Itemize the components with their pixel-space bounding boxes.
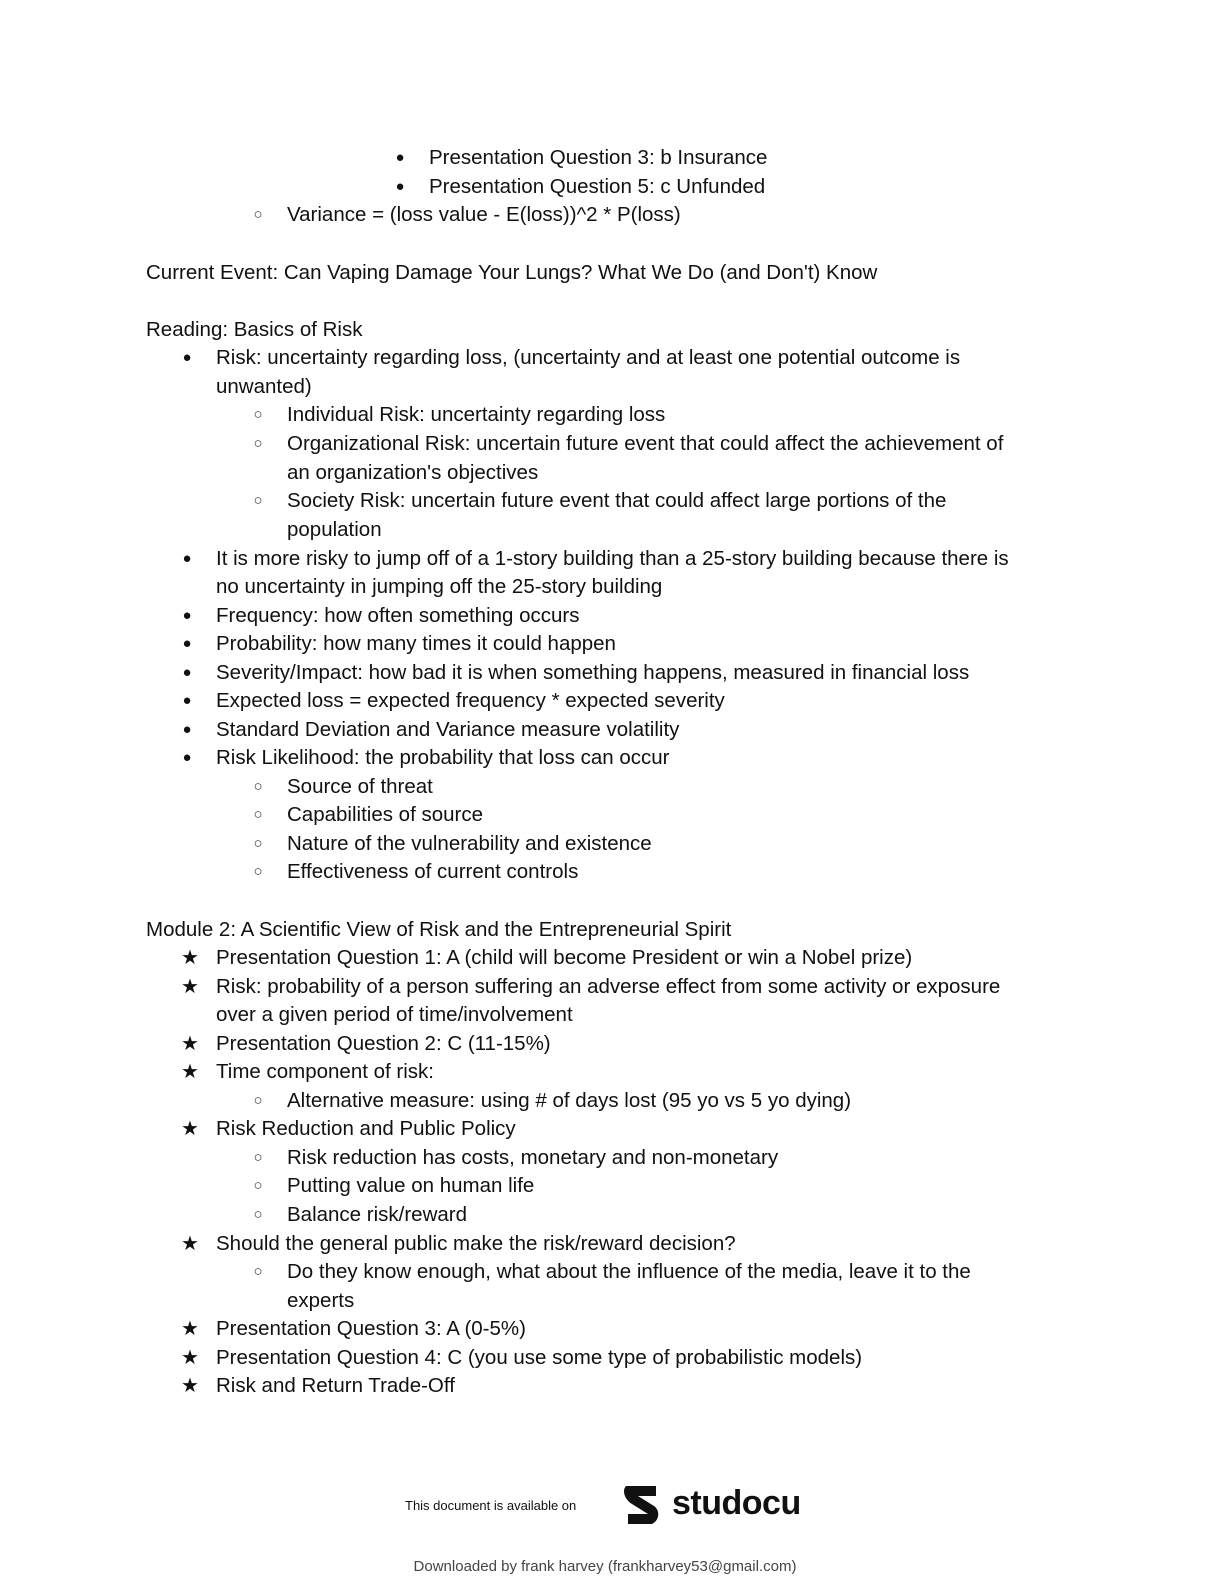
list-item: Risk Reduction and Public Policy (216, 1117, 516, 1140)
list-item: Alternative measure: using # of days lost (95 yo vs 5 yo dying) (287, 1089, 852, 1112)
list-item: Presentation Question 1: A (child will become President or win a Nobel prize) (216, 946, 913, 969)
list-item: Time component of risk: (216, 1060, 434, 1083)
bullet-icon: ● (182, 607, 192, 624)
bullet-icon: ● (182, 349, 192, 366)
list-item: Balance risk/reward (287, 1203, 468, 1226)
list-item: Putting value on human life (287, 1174, 535, 1197)
bullet-icon: ● (182, 635, 192, 652)
list-item-continuation: experts (287, 1289, 355, 1312)
list-item: Variance = (loss value - E(loss))^2 * P(loss) (287, 203, 681, 226)
hollow-bullet-icon: ○ (253, 778, 263, 795)
list-item: Standard Deviation and Variance measure volatility (216, 718, 680, 741)
list-item: Presentation Question 4: C (you use some type of probabilistic models) (216, 1346, 863, 1369)
list-item: Presentation Question 2: C (11-15%) (216, 1032, 551, 1055)
star-icon: ★ (181, 1233, 199, 1255)
hollow-bullet-icon: ○ (253, 863, 263, 880)
list-item: Risk: uncertainty regarding loss, (uncertainty and at least one potential outcome is (216, 346, 961, 369)
list-item: Individual Risk: uncertainty regarding loss (287, 403, 666, 426)
list-item: Severity/Impact: how bad it is when something happens, measured in financial loss (216, 661, 970, 684)
list-item: Risk reduction has costs, monetary and non-monetary (287, 1146, 779, 1169)
list-item: Expected loss = expected frequency * expected severity (216, 689, 725, 712)
bullet-icon: ● (182, 692, 192, 709)
hollow-bullet-icon: ○ (253, 435, 263, 452)
studocu-brand: studocu (672, 1484, 801, 1522)
star-icon: ★ (181, 1118, 199, 1140)
list-item: Capabilities of source (287, 803, 483, 826)
list-item: Risk Likelihood: the probability that loss can occur (216, 746, 670, 769)
star-icon: ★ (181, 1033, 199, 1055)
list-item-continuation: over a given period of time/involvement (216, 1003, 573, 1026)
hollow-bullet-icon: ○ (253, 1263, 263, 1280)
list-item: Do they know enough, what about the influence of the media, leave it to the (287, 1260, 971, 1283)
star-icon: ★ (181, 947, 199, 969)
bullet-icon: ● (182, 550, 192, 567)
hollow-bullet-icon: ○ (253, 1092, 263, 1109)
star-icon: ★ (181, 1318, 199, 1340)
hollow-bullet-icon: ○ (253, 1177, 263, 1194)
list-item: Source of threat (287, 775, 433, 798)
hollow-bullet-icon: ○ (253, 1149, 263, 1166)
footer-available-text: This document is available on (405, 1498, 577, 1513)
hollow-bullet-icon: ○ (253, 835, 263, 852)
list-item-continuation: no uncertainty in jumping off the 25-story building (216, 575, 663, 598)
list-item: Probability: how many times it could happen (216, 632, 616, 655)
bullet-icon: ● (395, 149, 405, 166)
list-item: Frequency: how often something occurs (216, 604, 580, 627)
hollow-bullet-icon: ○ (253, 206, 263, 223)
bullet-icon: ● (182, 749, 192, 766)
hollow-bullet-icon: ○ (253, 806, 263, 823)
list-item-continuation: an organization's objectives (287, 461, 539, 484)
star-icon: ★ (181, 1375, 199, 1397)
hollow-bullet-icon: ○ (253, 492, 263, 509)
star-icon: ★ (181, 1347, 199, 1369)
hollow-bullet-icon: ○ (253, 406, 263, 423)
hollow-bullet-icon: ○ (253, 1206, 263, 1223)
list-item: Presentation Question 3: A (0-5%) (216, 1317, 526, 1340)
list-item: Risk and Return Trade-Off (216, 1374, 455, 1397)
bullet-icon: ● (395, 178, 405, 195)
list-item: It is more risky to jump off of a 1-story building than a 25-story building because there is (216, 547, 1009, 570)
list-item: Organizational Risk: uncertain future event that could affect the achievement of (287, 432, 1004, 455)
bullet-icon: ● (182, 664, 192, 681)
studocu-logo-icon (620, 1482, 666, 1528)
module-heading: Module 2: A Scientific View of Risk and the Entrepreneurial Spirit (146, 918, 732, 941)
list-item: Nature of the vulnerability and existence (287, 832, 652, 855)
downloaded-by-text: Downloaded by frank harvey (frankharvey53@gmail.com) (413, 1558, 797, 1575)
bullet-icon: ● (182, 721, 192, 738)
star-icon: ★ (181, 1061, 199, 1083)
list-item-continuation: population (287, 518, 382, 541)
list-item: Presentation Question 5: c Unfunded (429, 175, 766, 198)
star-icon: ★ (181, 976, 199, 998)
current-event-heading: Current Event: Can Vaping Damage Your Lungs? What We Do (and Don't) Know (146, 261, 878, 284)
list-item: Should the general public make the risk/reward decision? (216, 1232, 736, 1255)
list-item: Presentation Question 3: b Insurance (429, 146, 768, 169)
list-item: Effectiveness of current controls (287, 860, 579, 883)
reading-heading: Reading: Basics of Risk (146, 318, 363, 341)
list-item-continuation: unwanted) (216, 375, 312, 398)
list-item: Society Risk: uncertain future event that could affect large portions of the (287, 489, 947, 512)
list-item: Risk: probability of a person suffering an adverse effect from some activity or exposure (216, 975, 1001, 998)
